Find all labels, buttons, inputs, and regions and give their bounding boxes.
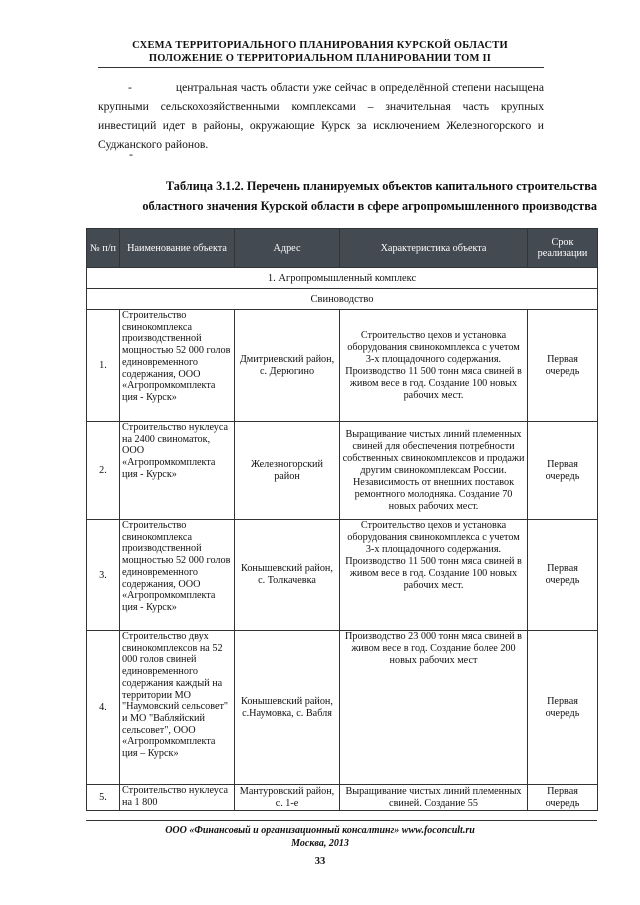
header-address: Адрес (235, 229, 340, 268)
list-dash-empty: - (129, 147, 133, 161)
row-num: 1. (87, 310, 120, 422)
row-address: Мантуровский район, с. 1-е (235, 785, 340, 811)
table-row (87, 422, 598, 520)
row-num: 4. (87, 631, 120, 785)
row-description: Строительство цехов и установка оборудования свинокомплекса с учетом 3-х площадочного содержания. Производство 11 500 тонн мяса свиней в живом весе в год. Создание 100 новых рабочих мест. (340, 310, 528, 422)
row-address: Конышевский район, с.Наумовка, с. Вабля (235, 631, 340, 785)
row-name: Строительство нуклеуса на 2400 свиноматок, ООО «Агропромкомплекта ция - Курск» (120, 422, 235, 520)
document-header-title: СХЕМА ТЕРРИТОРИАЛЬНОГО ПЛАНИРОВАНИЯ КУРСКОЙ ОБЛАСТИ (132, 40, 508, 51)
footer-city-year: Москва, 2013 (291, 838, 349, 849)
table-row (87, 785, 598, 811)
paragraph-text: центральная часть области уже сейчас в определённой степени насыщена крупными сельскохозяйственными комплексами – значительная часть крупных инвестиций идет в районы, окружающие Курск за исключением Железногорского и Суджанского районов. (98, 81, 544, 151)
section-row (87, 268, 598, 289)
table-caption-line2: областного значения Курской области в сфере агропромышленного производства (142, 199, 597, 213)
list-dash: - (128, 81, 132, 94)
row-name: Строительство свинокомплекса производственной мощностью 52 000 голов единовременного содержания, ООО «Агропромкомплекта ция - Курск» (120, 520, 235, 631)
row-name: Строительство свинокомплекса производственной мощностью 52 000 голов единовременного содержания, ООО «Агропромкомплекта ция - Курск» (120, 310, 235, 422)
header-term: Срок реализации (528, 229, 598, 268)
row-term: Первая очередь (528, 310, 598, 422)
row-num: 2. (87, 422, 120, 520)
table-header-row (87, 229, 598, 268)
header-num: № п/п (87, 229, 120, 268)
row-num: 3. (87, 520, 120, 631)
table-caption-line1: Таблица 3.1.2. Перечень планируемых объектов капитального строительства (165, 179, 597, 193)
section-title: 1. Агропромышленный комплекс (87, 268, 598, 289)
table-row (87, 520, 598, 631)
row-term: Первая очередь (528, 785, 598, 811)
objects-table (86, 228, 598, 811)
row-address: Дмитриевский район, с. Дерюгино (235, 310, 340, 422)
row-address: Железногорский район (235, 422, 340, 520)
body-paragraph (98, 78, 544, 154)
row-description: Строительство цехов и установка оборудования свинокомплекса с учетом 3-х площадочного содержания. Производство 11 500 тонн мяса свиней в живом весе в год. Создание 100 новых рабочих мест. (340, 520, 528, 631)
row-name: Строительство нуклеуса на 1 800 (120, 785, 235, 811)
row-description: Выращивание чистых линий племенных свиней для обеспечения потребности собственных свинокомплексов и продажи другим свинокомплексам России. Независимость от внешних поставок ремонтного молодняка. Создание 70 новых рабочих мест. (340, 422, 528, 520)
row-address: Конышевский район, с. Толкачевка (235, 520, 340, 631)
row-term: Первая очередь (528, 520, 598, 631)
header-name: Наименование объекта (120, 229, 235, 268)
footer-company: ООО «Финансовый и организационный консалтинг» www.foconcult.ru (165, 825, 475, 836)
header-divider (98, 67, 544, 68)
document-header-subtitle: ПОЛОЖЕНИЕ О ТЕРРИТОРИАЛЬНОМ ПЛАНИРОВАНИИ ТОМ II (148, 53, 492, 64)
header-description: Характеристика объекта (340, 229, 528, 268)
table-row (87, 631, 598, 785)
row-term: Первая очередь (528, 631, 598, 785)
row-description: Выращивание чистых линий племенных свиней. Создание 55 (340, 785, 528, 811)
subsection-row (87, 289, 598, 310)
row-term: Первая очередь (528, 422, 598, 520)
row-name: Строительство двух свинокомплексов на 52 000 голов свиней единовременного содержания каждый на территории МО "Наумовский сельсовет" и МО "Вабляйский сельсовет", ООО «Агропромкомплекта ция – Курск» (120, 631, 235, 785)
subsection-title: Свиноводство (87, 289, 598, 310)
table-row (87, 310, 598, 422)
footer-divider (86, 820, 597, 821)
page-number: 33 (314, 856, 326, 867)
row-num: 5. (87, 785, 120, 811)
row-description: Производство 23 000 тонн мяса свиней в живом весе в год. Создание более 200 новых рабочих мест (340, 631, 528, 785)
table-caption (100, 176, 597, 216)
